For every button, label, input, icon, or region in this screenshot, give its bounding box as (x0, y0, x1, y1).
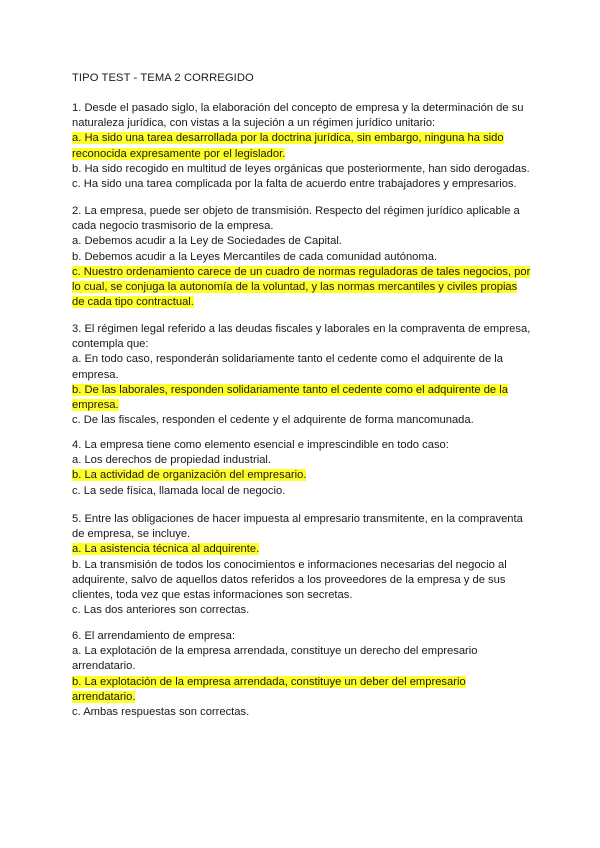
question-6 (72, 629, 532, 720)
answer-option-a: a. En todo caso, responderán solidariamente tanto el cedente como el adquirente de la (72, 353, 504, 366)
question-stem-line: cada negocio trasmisorio de la empresa. (72, 220, 274, 233)
correct-answer-highlight: b. La actividad de organización del empresario. (72, 469, 307, 482)
answer-option-a (72, 131, 532, 146)
correct-answer-highlight: b. La explotación de la empresa arrendada, constituye un deber del empresario (72, 675, 466, 688)
answer-option-a (72, 147, 532, 162)
answer-option-b (72, 690, 532, 705)
question-stem-line: 6. El arrendamiento de empresa: (72, 630, 235, 642)
answer-option-a: a. La explotación de la empresa arrendada, constituye un derecho del empresario (72, 645, 478, 658)
answer-option-b: b. La transmisión de todos los conocimientos e informaciones necesarias del negocio al (72, 558, 507, 571)
answer-option-c (72, 295, 532, 310)
question-5 (72, 512, 532, 618)
answer-option-a: a. Debemos acudir a la Ley de Sociedades de Capital. (72, 235, 342, 248)
question-4 (72, 438, 532, 499)
question-stem-line: 1. Desde el pasado siglo, la elaboración del concepto de empresa y la determinación de su (72, 102, 524, 114)
answer-option-c: c. La sede física, llamada local de negocio. (72, 484, 286, 497)
answer-option-c: c. De las fiscales, responden el cedente y el adquirente de forma mancomunada. (72, 414, 474, 427)
answer-option-b: b. Debemos acudir a la Leyes Mercantiles de cada comunidad autónoma. (72, 250, 438, 263)
correct-answer-highlight: arrendatario. (72, 690, 136, 703)
answer-option-a: a. Los derechos de propiedad industrial. (72, 454, 272, 467)
correct-answer-highlight: lo cual, se conjuga la autonomía de la voluntad, y las normas mercantiles y civiles propias (72, 281, 518, 294)
question-stem-line: 4. La empresa tiene como elemento esencial e imprescindible en todo caso: (72, 439, 449, 451)
answer-option-b: clientes, toda vez que estas informaciones son secretas. (72, 589, 353, 602)
correct-answer-highlight: de cada tipo contractual. (72, 296, 194, 309)
answer-option-b (72, 383, 532, 398)
answer-option-c (72, 280, 532, 295)
question-stem-line: 5. Entre las obligaciones de hacer impuesta al empresario transmitente, en la compraventa (72, 513, 523, 525)
question-stem-line: de empresa, se incluye. (72, 528, 191, 541)
question-stem-line: naturaleza jurídica, con vistas a la sujeción a un régimen jurídico unitario: (72, 117, 436, 130)
question-1 (72, 101, 532, 192)
question-stem-line: 2. La empresa, puede ser objeto de transmisión. Respecto del régimen jurídico aplicable a (72, 205, 520, 217)
correct-answer-highlight: b. De las laborales, responden solidariamente tanto el cedente como el adquirente de la (72, 383, 508, 396)
answer-option-b: b. Ha sido recogido en multitud de leyes orgánicas que posteriormente, han sido derogadas. (72, 162, 530, 175)
answer-option-b: adquirente, salvo de aquellos datos referidos a los proveedores de la empresa y de sus (72, 573, 506, 586)
correct-answer-highlight: empresa. (72, 399, 119, 412)
question-3 (72, 322, 532, 428)
answer-option-b (72, 468, 532, 483)
answer-option-a: empresa. (72, 368, 119, 381)
correct-answer-highlight: a. La asistencia técnica al adquirente. (72, 543, 260, 556)
correct-answer-highlight: reconocida expresamente por el legislador. (72, 147, 286, 160)
question-stem-line: 3. El régimen legal referido a las deudas fiscales y laborales en la compraventa de empresa, (72, 323, 531, 335)
correct-answer-highlight: a. Ha sido una tarea desarrollada por la doctrina jurídica, sin embargo, ninguna ha sido (72, 132, 504, 145)
answer-option-c: c. Las dos anteriores son correctas. (72, 604, 250, 617)
answer-option-c (72, 265, 532, 280)
answer-option-b (72, 675, 532, 690)
answer-option-c: c. Ha sido una tarea complicada por la falta de acuerdo entre trabajadores y empresarios. (72, 178, 517, 191)
correct-answer-highlight: c. Nuestro ordenamiento carece de un cuadro de normas reguladoras de tales negocios, por (72, 265, 531, 278)
document-title: TIPO TEST - TEMA 2 CORREGIDO (72, 72, 254, 84)
question-2 (72, 204, 532, 310)
answer-option-c: c. Ambas respuestas son correctas. (72, 706, 250, 719)
answer-option-a: arrendatario. (72, 660, 136, 673)
answer-option-b (72, 398, 532, 413)
question-stem-line: contempla que: (72, 338, 149, 351)
answer-option-a (72, 542, 532, 557)
